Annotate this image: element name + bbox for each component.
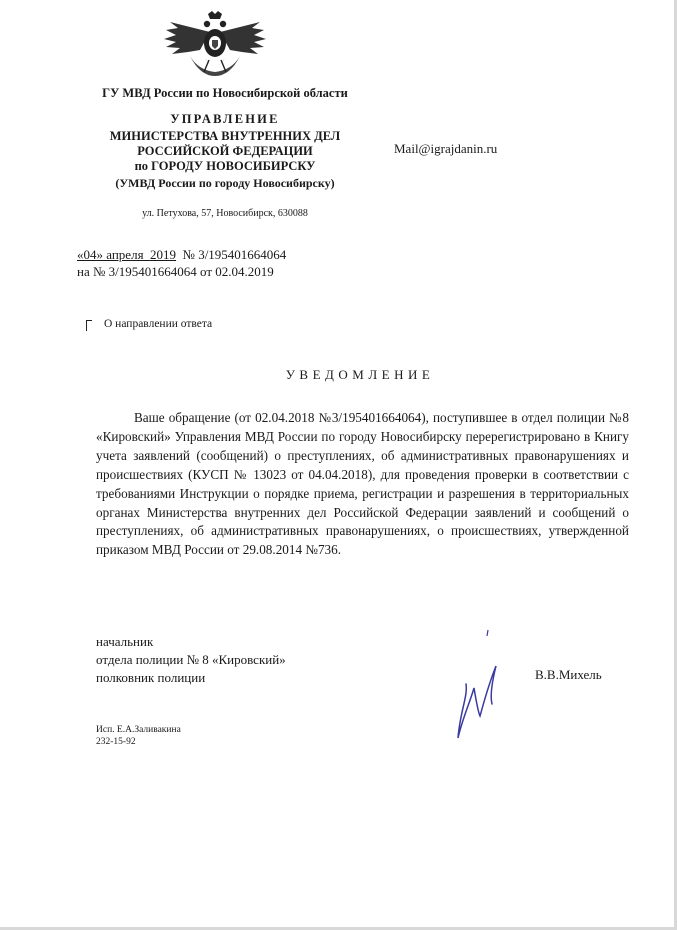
- department-line: по ГОРОДУ НОВОСИБИРСКУ: [134, 159, 316, 173]
- executor-info: [96, 724, 181, 748]
- subject-bracket: [86, 320, 92, 331]
- executor-name: Исп. Е.А.Заливакина: [96, 725, 181, 735]
- document-title: УВЕДОМЛЕНИЕ: [285, 367, 435, 382]
- department-line: (УМВД России по городу Новосибирску): [115, 176, 335, 190]
- signatory-name: В.В.Михель: [535, 667, 602, 682]
- ministry-name: ГУ МВД России по Новосибирской области: [102, 86, 348, 100]
- double-headed-eagle-emblem-icon: [160, 10, 270, 82]
- letter-number: № 3/195401664064: [182, 247, 287, 262]
- handwritten-signature: [452, 626, 512, 742]
- department-address: ул. Петухова, 57, Новосибирск, 630088: [142, 208, 308, 219]
- recipient-email: Mail@igrajdanin.ru: [394, 141, 498, 156]
- position-line: полковник полиции: [96, 670, 206, 685]
- department-line: УПРАВЛЕНИЕ: [170, 112, 280, 126]
- department-line: МИНИСТЕРСТВА ВНУТРЕННИХ ДЕЛ: [109, 129, 341, 143]
- position-line: начальник: [96, 634, 154, 649]
- executor-phone: 232-15-92: [96, 737, 136, 747]
- letter-date: «04» апреля 2019: [77, 247, 177, 262]
- outgoing-reference: [77, 247, 286, 263]
- letter-subject: О направлении ответа: [104, 318, 213, 330]
- in-reply-to: на № 3/195401664064 от 02.04.2019: [77, 264, 274, 279]
- department-line: РОССИЙСКОЙ ФЕДЕРАЦИИ: [137, 144, 313, 158]
- position-line: отдела полиции № 8 «Кировский»: [96, 652, 286, 667]
- notification-body: Ваше обращение (от 02.04.2018 №3/195401664064), поступившее в отдел полиции №8 «Кировский» Управления МВД России по городу Новосибирску перерегистрировано в Книгу учета заявлений (сообщений) о преступлениях, об административных правонарушениях и происшествиях (КУСП № 13023 от 04.04.2018), для проведения проверки в соответствии с требованиями Инструкции о порядке приема, регистрации и разрешения в территориальных органах Министерства внутренних дел Российской Федерации заявлений и сообщений о преступлениях, об административных правонарушениях, о происшествиях, утвержденной приказом МВД России от 29.08.2014 №736.: [96, 410, 629, 558]
- signatory-position: [96, 633, 286, 687]
